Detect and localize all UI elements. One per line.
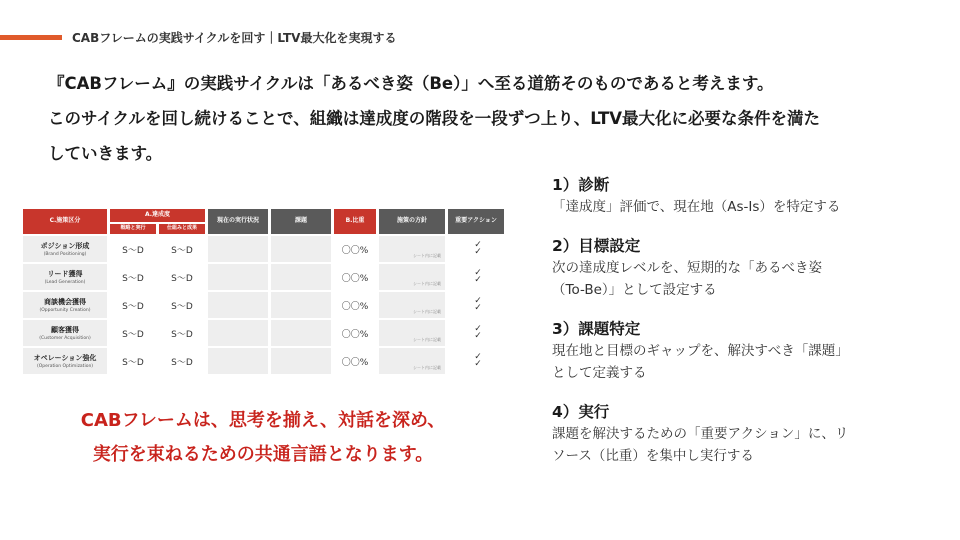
header-action: 重要アクション: [448, 209, 504, 234]
category-cell: [23, 292, 107, 318]
issue-cell: [271, 264, 331, 290]
key-message-line: CABフレームは、思考を揃え、対話を深め、: [80, 410, 446, 431]
action-checkmarks: ✓ ✓: [448, 264, 504, 290]
category-english: (Opportunity Creation): [39, 308, 91, 313]
step-desc-line: として定義する: [552, 365, 647, 381]
category-cell: [23, 348, 107, 374]
category-name: リード獲得: [47, 270, 83, 278]
policy-note: シート内に記載: [413, 281, 442, 286]
achievement-mechanism-cell: S～D: [159, 236, 205, 262]
table-row: [23, 348, 504, 374]
step-desc-line: （To-Be）」として設定する: [552, 282, 717, 298]
achievement-strategy-cell: S～D: [110, 320, 156, 346]
achievement-strategy-cell: S～D: [110, 264, 156, 290]
action-checkmarks: ✓ ✓: [448, 236, 504, 262]
header-strategy: 戦略と実行: [110, 224, 156, 234]
table-row: [23, 320, 504, 346]
action-checkmarks: ✓ ✓: [448, 320, 504, 346]
ratio-cell: 〇〇%: [334, 292, 376, 318]
step-desc-line: 現在地と目標のギャップを、解決すべき「課題」: [552, 343, 849, 359]
policy-note: シート内に記載: [413, 253, 442, 258]
current-status-cell: [208, 348, 268, 374]
achievement-mechanism-cell: S～D: [159, 348, 205, 374]
header-current: 現在の実行状況: [208, 209, 268, 234]
policy-cell: [379, 236, 445, 262]
policy-note: シート内に記載: [413, 365, 442, 370]
step-desc-line: 「達成度」評価で、現在地（As-Is）を特定する: [552, 199, 841, 215]
issue-cell: [271, 320, 331, 346]
step-desc: [552, 196, 942, 218]
step-desc: [552, 423, 942, 467]
ratio-cell: 〇〇%: [334, 236, 376, 262]
category-english: (Operation Optimization): [36, 364, 94, 369]
table-row: [23, 236, 504, 262]
achievement-mechanism-cell: S～D: [159, 264, 205, 290]
step-desc-line: ソース（比重）を集中し実行する: [552, 448, 754, 464]
current-status-cell: [208, 264, 268, 290]
step-desc-line: 課題を解決するための「重要アクション」に、リ: [552, 426, 849, 442]
category-english: (Lead Generation): [44, 280, 86, 285]
key-message-line: 実行を束ねるための共通言語となります。: [92, 444, 434, 465]
lead-paragraph: [48, 66, 938, 171]
step-title: 4）実行: [552, 403, 610, 421]
table-row: [23, 264, 504, 290]
current-status-cell: [208, 320, 268, 346]
category-name: 商談機会獲得: [44, 298, 86, 306]
header-issue: 課題: [271, 209, 331, 234]
policy-note: シート内に記載: [413, 337, 442, 342]
ratio-cell: 〇〇%: [334, 320, 376, 346]
lead-line: 『CABフレーム』の実践サイクルは「あるべき姿（Be）」へ至る道筋そのものであると考えます。: [48, 74, 774, 93]
category-cell: [23, 236, 107, 262]
step-title: 1）診断: [552, 176, 610, 194]
category-name: 顧客獲得: [51, 326, 79, 334]
policy-cell: [379, 348, 445, 374]
action-checkmarks: ✓ ✓: [448, 348, 504, 374]
issue-cell: [271, 292, 331, 318]
step-title: 2）目標設定: [552, 237, 641, 255]
step-execution: [552, 401, 942, 467]
header-policy: 施策の方針: [379, 209, 445, 234]
policy-cell: [379, 320, 445, 346]
step-goal-setting: [552, 235, 942, 301]
lead-line: していきます。: [48, 144, 163, 163]
step-desc-line: 次の達成度レベルを、短期的な「あるべき姿: [552, 260, 822, 276]
current-status-cell: [208, 236, 268, 262]
header-mechanism: 仕組みと成果: [159, 224, 205, 234]
category-name: ポジション形成: [40, 242, 90, 250]
category-cell: [23, 320, 107, 346]
ratio-cell: 〇〇%: [334, 348, 376, 374]
header-title: CABフレームの実践サイクルを回す｜LTV最大化を実現する: [72, 31, 397, 45]
achievement-mechanism-cell: S～D: [159, 320, 205, 346]
current-status-cell: [208, 292, 268, 318]
issue-cell: [271, 348, 331, 374]
step-desc: [552, 257, 942, 301]
step-diagnosis: [552, 174, 942, 218]
header-ratio: B.比重: [334, 209, 376, 234]
header-accent-bar: [0, 35, 62, 40]
step-issue-identification: [552, 318, 942, 384]
action-checkmarks: ✓ ✓: [448, 292, 504, 318]
key-message: [20, 404, 506, 472]
table-row: [23, 292, 504, 318]
policy-cell: [379, 264, 445, 290]
header-category: C.施策区分: [23, 209, 107, 234]
achievement-strategy-cell: S～D: [110, 236, 156, 262]
cycle-steps: [552, 174, 942, 484]
category-name: オペレーション強化: [33, 354, 97, 362]
category-cell: [23, 264, 107, 290]
step-desc: [552, 340, 942, 384]
policy-note: シート内に記載: [413, 309, 442, 314]
achievement-mechanism-cell: S～D: [159, 292, 205, 318]
step-title: 3）課題特定: [552, 320, 641, 338]
achievement-strategy-cell: S～D: [110, 292, 156, 318]
category-english: (Customer Acquisition): [39, 336, 91, 341]
cab-frame-table-image: [20, 207, 506, 385]
ratio-cell: 〇〇%: [334, 264, 376, 290]
header-achievement: A.達成度: [110, 209, 205, 222]
achievement-strategy-cell: S～D: [110, 348, 156, 374]
cab-frame-table: [20, 207, 507, 376]
policy-cell: [379, 292, 445, 318]
issue-cell: [271, 236, 331, 262]
lead-line: このサイクルを回し続けることで、組織は達成度の階段を一段ずつ上り、LTV最大化に必要な条件を満た: [48, 109, 820, 128]
category-english: (Brand Positioning): [43, 252, 87, 257]
